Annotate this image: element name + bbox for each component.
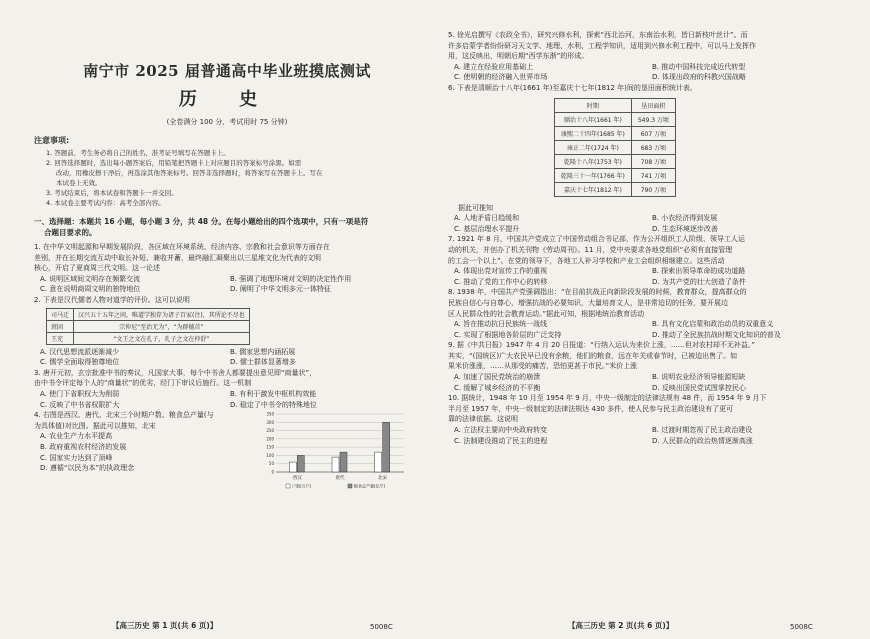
q5-option-d: D. 体现出政府的科教兴国战略 xyxy=(652,73,746,82)
question-2 xyxy=(34,295,420,368)
table-cell: 司马迁 xyxy=(47,308,74,320)
q1-line: 核心，开启了夏商周三代文明。这一论述 xyxy=(34,264,160,273)
q3-option-a: A. 使门下省职权大为削弱 xyxy=(40,389,120,398)
q9-option-c: C. 缓解了城乡经济的不平衡 xyxy=(454,383,541,392)
q8-line: 8. 1938 年，中国共产党强调指出：“在目前抗战正向新阶段发展的时候，教育群众，提高群众的 xyxy=(448,288,747,297)
q10-line: 10. 据统计，1948 年 10 月至 1954 年 9 月，中央一级制定的法律法规有 48 件，而 1954 年 9 月下 xyxy=(448,394,767,403)
x-tick-label: 北宋 xyxy=(378,476,388,482)
question-10 xyxy=(448,393,850,446)
question-9 xyxy=(448,340,850,393)
right-page xyxy=(440,0,870,639)
q5-line: 5. 徐光启撰写《农政全书》，研究兴修水利，探索“西北治河，东南治水利，皆日新枝叶丝计”。而 xyxy=(448,31,748,39)
y-tick-label: 0 xyxy=(271,469,274,475)
q5-option-a: A. 建立在经验应用基础上 xyxy=(454,62,534,71)
table-cell: 汉兴五十五年之间，唯道学独存为诸子百家(注)，其所论不尽也 xyxy=(74,308,250,320)
table-cell: 雍正二年(1724 年) xyxy=(555,140,632,154)
q8-line: 区人民群众性的社会教育运动。”据此可知，根据地统治教育活动 xyxy=(448,309,645,318)
q4-line: 4. 右图是西汉、唐代、北宋三个时期户数、粮食总产量(与 xyxy=(34,411,214,420)
table-cell: 班固 xyxy=(47,320,74,332)
note-line: 2. 回答选择题时，选出每小题答案后，用铅笔把答题卡上对应题目的答案标号涂黑。如需 xyxy=(46,159,302,167)
q9-option-d: D. 反映出国民党试图掌控民心 xyxy=(652,383,746,392)
q5-option-c: C. 使明朝的经济融入世界市场 xyxy=(454,73,548,82)
y-tick-label: 250 xyxy=(266,428,274,434)
table-cell: 王充 xyxy=(47,332,74,344)
q7-option-c: C. 推动了党的工作中心的转移 xyxy=(454,277,548,286)
section-heading: 一、选择题：本题共 16 小题，每小题 3 分，共 48 分。在每小题给出的四个选项中，只有一项是符 xyxy=(34,217,369,226)
exam-title: 南宁市 2025 届普通高中毕业班摸底测试 xyxy=(83,62,371,80)
q6-option-d: D. 生态环境逐步改善 xyxy=(652,224,718,233)
legend-swatch xyxy=(348,484,352,488)
q2-option-a: A. 汉代思想流派逐渐减少 xyxy=(40,347,120,356)
q3-option-c: C. 反映了中书省权限扩大 xyxy=(40,400,120,409)
table-row xyxy=(555,154,676,168)
table-cell: 549.3 万顷 xyxy=(631,112,675,126)
q6-option-b: B. 小农经济得到发展 xyxy=(652,214,718,223)
table-row xyxy=(555,112,676,126)
note-line: 本试卷上无效。 xyxy=(56,179,102,187)
q2-table xyxy=(46,308,250,345)
q9-option-a: A. 加速了国民党统治的崩溃 xyxy=(454,373,541,382)
y-tick-label: 200 xyxy=(266,436,274,442)
table-cell: 宗仲尼“至治无为”，“为群德首” xyxy=(74,320,250,332)
q2-option-c: C. 儒学全面取得独尊地位 xyxy=(40,358,120,367)
table-cell: “文王之文在孔子，孔子之文在仲舒” xyxy=(74,332,250,344)
q10-option-c: C. 法制建设推动了民主的进程 xyxy=(454,436,548,445)
q1-line: 差别，并在长期交流互动中取长补短、兼收并蓄，最终融汇凝聚出以三星堆文化为代表的文明 xyxy=(34,253,321,262)
legend-label: 户数(万户) xyxy=(292,483,312,489)
q10-option-d: D. 人民群众的政治热情逐渐高涨 xyxy=(652,436,753,445)
legend-swatch xyxy=(286,484,290,488)
question-8 xyxy=(448,287,850,340)
bar xyxy=(340,452,347,472)
table-header: 时期 xyxy=(555,98,632,112)
q9-line: 9. 据《中共日报》1947 年 4 月 20 日报道：“行纳入运认为来价上涨，……但对农村却不无补益。” xyxy=(448,341,755,350)
table-cell: 嘉庆十七年(1812 年) xyxy=(555,182,632,196)
q9-option-b: B. 说明农业经济领导能源短缺 xyxy=(652,373,746,382)
table-header-row xyxy=(555,98,676,112)
bar xyxy=(297,456,304,473)
q5-line: 许多启蒙学者纷纷研习天文学、地理、水利、工程学知识，适用到兴修水利工程中，可以马上发挥作 xyxy=(448,41,756,50)
page-code: 5008C xyxy=(790,623,813,631)
table-cell: 607 万顷 xyxy=(631,126,675,140)
q8-option-c: C. 实现了根据地各阶层的广泛支持 xyxy=(454,330,562,339)
y-tick-label: 50 xyxy=(268,461,274,467)
q8-option-d: D. 推动了全民族抗战时期文化知识的普及 xyxy=(652,330,781,339)
q4-option-d: D. 遵循“以民为本”的执政理念 xyxy=(40,464,135,473)
table-cell: 683 万顷 xyxy=(631,140,675,154)
y-tick-label: 350 xyxy=(266,411,274,417)
table-cell: 乾隆三十一年(1766 年) xyxy=(555,168,632,182)
table-cell: 708 万顷 xyxy=(631,154,675,168)
q1-option-a: A. 说明区域间文明存在频繁交流 xyxy=(40,274,141,283)
q8-option-a: A. 旨在推动抗日民族统一战线 xyxy=(454,320,548,329)
section-heading-2: 合题目要求的。 xyxy=(44,228,97,237)
x-tick-label: 唐代 xyxy=(335,476,345,482)
q10-option-a: A. 立法权主要向中央政府转变 xyxy=(454,426,548,435)
q1-option-d: D. 阐明了中华文明多元一体特征 xyxy=(230,285,331,294)
page-code: 5008C xyxy=(370,623,393,631)
y-tick-label: 300 xyxy=(266,419,274,425)
y-tick-label: 150 xyxy=(266,444,274,450)
page-footer: 【高三历史 第 1 页(共 6 页)】 xyxy=(112,621,218,630)
table-cell: 乾隆十八年(1753 年) xyxy=(555,154,632,168)
q1-option-c: C. 意在说明商周文明的独特地位 xyxy=(40,285,141,294)
table-row xyxy=(47,320,250,332)
table-cell: 康熙二十四年(1685 年) xyxy=(555,126,632,140)
table-cell: 顺治十八年(1661 年) xyxy=(555,112,632,126)
q3-line: 3. 唐开元初，玄宗批准中书的奏议，凡国家大事，每个中书舍人都要提出意见即“商量状”， xyxy=(34,368,317,377)
q10-line: 半月至 1957 年，中央一级制定的法律法规达 430 多件，使人民参与民主政治建设有了更可 xyxy=(448,404,734,413)
note-line: 4. 本试卷主要考试内容：高考全部内容。 xyxy=(46,199,165,207)
question-5 xyxy=(448,30,850,83)
table-row xyxy=(555,126,676,140)
x-tick-label: 西汉 xyxy=(292,476,302,482)
note-line: 1. 答题前，考生务必将自己的姓名、准考证号填写在答题卡上。 xyxy=(46,149,230,157)
q10-option-b: B. 过渡时期忽视了民主政治建设 xyxy=(652,426,753,435)
q3-line: 由中书令评定每个人的“商量状”的优劣，经门下审议后施行。这一机制 xyxy=(34,379,252,388)
q1-line: 1. 在中华文明起源和早期发展阶段，各区域在环境系统、经济内容、宗教和社会意识等方面存在 xyxy=(34,243,330,251)
question-3 xyxy=(34,368,420,410)
q10-line: 靠的法律依据。这说明 xyxy=(448,415,518,424)
q7-line: 动的机关，并创办了机关刊物《劳动周刊》。11 月，党中央要求各地党组织“必须有直接管理 xyxy=(448,245,733,254)
q7-option-a: A. 体现出党对宣传工作的重视 xyxy=(454,267,548,276)
legend-label: 粮食总产量(亿斤) xyxy=(354,483,386,489)
bar xyxy=(375,452,382,472)
q9-line: 果米价涨涨，……从那受的痛苦，恐怕更甚于市民。”米价上涨 xyxy=(448,362,638,371)
bar xyxy=(383,422,390,472)
table-cell: 741 万顷 xyxy=(631,168,675,182)
question-7 xyxy=(448,234,850,287)
bar xyxy=(289,462,296,472)
q6-after: 据此可推知 xyxy=(458,203,493,212)
q7-line: 的工会一个以上”。在党的领导下，各地工人补习学校和产业工会组织相继建立。这些活动 xyxy=(448,256,725,265)
q5-option-b: B. 推动中国科技完成近代转型 xyxy=(652,62,746,71)
q6-stem: 6. 下表是清顺治十八年(1661 年)至嘉庆十七年(1812 年)间的垦田面积统计表。 xyxy=(448,83,697,92)
table-cell: 790 万顷 xyxy=(631,182,675,196)
page-footer: 【高三历史 第 2 页(共 6 页)】 xyxy=(568,621,674,630)
q6-option-c: C. 基层治理水平提升 xyxy=(454,224,520,233)
question-1 xyxy=(34,242,420,295)
q7-option-d: D. 为共产党的壮大创造了条件 xyxy=(652,277,746,286)
q2-stem: 2. 下表是汉代儒者人物对道学的评价。这可以说明 xyxy=(34,295,190,304)
q4-bar-chart xyxy=(258,410,408,490)
q3-option-b: B. 有利于激发中枢机构效能 xyxy=(230,389,317,398)
question-6 xyxy=(448,83,850,234)
exam-info: (全卷满分 100 分，考试用时 75 分钟) xyxy=(166,118,288,126)
table-row xyxy=(555,182,676,196)
exam-subject: 历 史 xyxy=(178,89,276,110)
q7-option-b: B. 探索出领导革命的成功道路 xyxy=(652,267,746,276)
table-row xyxy=(47,332,250,344)
note-line: 3. 考试结束后，将本试卷和答题卡一并交回。 xyxy=(46,189,178,197)
q8-option-b: B. 具有文化启蒙和政治动员的双重意义 xyxy=(652,320,774,329)
table-header: 垦田面积 xyxy=(631,98,675,112)
y-tick-label: 100 xyxy=(266,453,274,459)
q6-table xyxy=(554,98,676,197)
q5-line: 用，这反映出，明朝后期“西学东渐”的形成。 xyxy=(448,52,589,61)
q9-line: 其实，“(国统区)广大农民早已没有余粮，他们的粮食，远在年关或春节时，已被迫出售了。如 xyxy=(448,351,738,360)
q6-option-a: A. 人地矛盾日趋缓和 xyxy=(454,214,520,223)
question-4 xyxy=(34,410,420,489)
notes-heading: 注意事项: xyxy=(34,136,70,145)
table-row xyxy=(555,168,676,182)
table-row xyxy=(47,308,250,320)
q2-option-b: B. 儒家思想内涵拓展 xyxy=(230,347,296,356)
q4-option-c: C. 国家实力达到了顶峰 xyxy=(40,453,113,462)
q4-option-b: B. 政府重视农村经济的发展 xyxy=(40,442,127,451)
table-row xyxy=(555,140,676,154)
q4-line: 为具体值)对比图。据此可以推知，北宋 xyxy=(34,421,156,430)
note-line: 改动，用橡皮擦干净后，再选涂其他答案标号。回答非选择题时，将答案写在答题卡上。写在 xyxy=(56,169,323,177)
q4-option-a: A. 农业生产力水平提高 xyxy=(40,432,113,441)
q7-line: 7. 1921 年 8 月，中国共产党成立了中国劳动组合书记部，作为公开组织工人阶级、领导工人运 xyxy=(448,235,745,244)
q8-line: 民族自信心与自尊心，增强抗战的必要知识，大量培育文人，是非常迫切的任务，要开展边 xyxy=(448,298,728,307)
bar xyxy=(332,457,339,472)
q3-option-d: D. 稳定了中书令的特殊地位 xyxy=(230,400,317,409)
q1-option-b: B. 强调了地理环境对文明的决定性作用 xyxy=(230,274,352,283)
q2-option-d: D. 儒士群体显著增多 xyxy=(230,358,296,367)
